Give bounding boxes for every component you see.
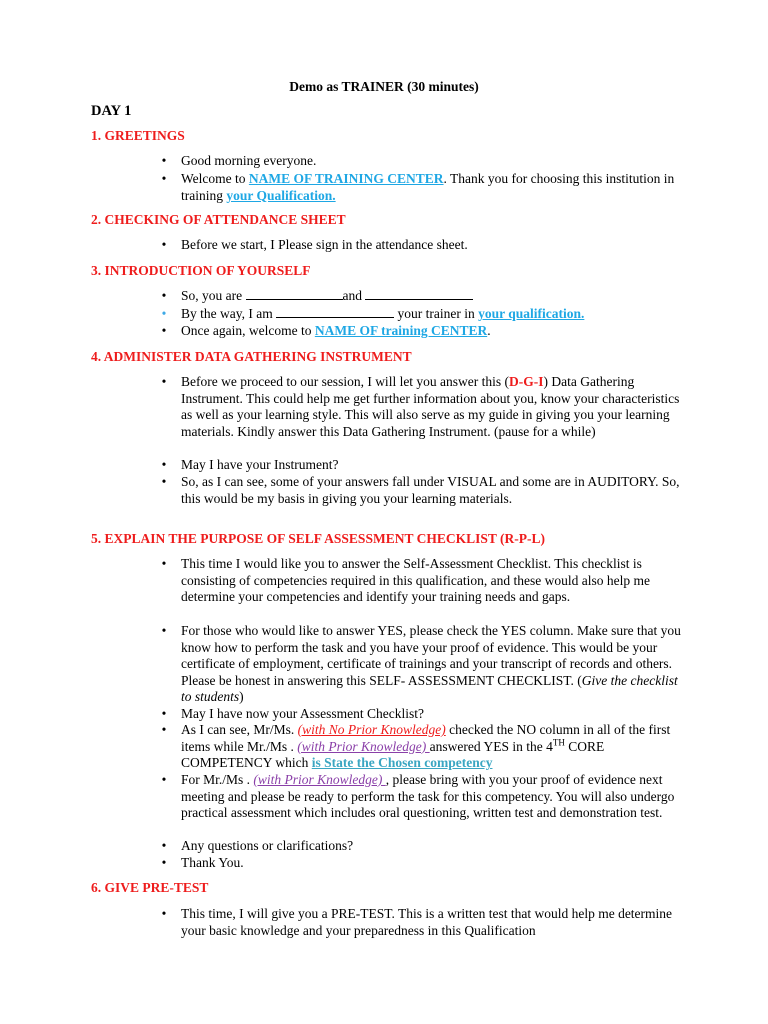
training-center-link[interactable]: NAME OF training CENTER <box>314 323 488 338</box>
bullet-icon: • <box>161 288 167 303</box>
list-item: • So, as I can see, some of your answers fall under VISUAL and some are in AUDITORY. So, this would be my basis in giving you your learning materials. <box>181 474 681 507</box>
list-item: • May I have now your Assessment Checklist? <box>181 706 681 723</box>
blank-line <box>246 288 343 300</box>
prior-knowledge-note: (with Prior Knowledge) <box>253 772 386 787</box>
bullet-icon: • <box>161 623 167 638</box>
list-item: • Before we proceed to our session, I will let you answer this (D-G-I) Data Gathering Instrument. This could help me get further information about you, know your characteristics as well as your learning style. This will also serve as my guide in giving you your learning materials. Kindly answer this Data Gathering Instrument. (pause for a while) <box>181 374 681 440</box>
blank-line <box>365 288 473 300</box>
bullet-icon: • <box>161 237 167 252</box>
dgi-acronym: D-G-I <box>509 374 544 389</box>
chosen-competency-link[interactable]: is State the Chosen competency <box>311 755 493 771</box>
list-item: • Good morning everyone. <box>181 153 681 170</box>
list-item: • Thank You. <box>181 855 681 872</box>
section-heading-introduction: 3. INTRODUCTION OF YOURSELF <box>91 263 311 278</box>
bullet-icon: • <box>161 556 167 571</box>
no-prior-knowledge-note: (with No Prior Knowledge) <box>297 722 446 737</box>
qualification-link[interactable]: your qualification. <box>478 306 585 321</box>
bullet-icon: • <box>161 306 167 321</box>
list-item: • For those who would like to answer YES, please check the YES column. Make sure that you know how to perform the task and you have your proof of evidence. This would be your certificate of employment, certificate of trainings and your transcript of records and others. Please be honest in answering this SELF- ASSESSMENT CHECKLIST. (Give the checklist to students) <box>181 623 681 706</box>
list-item: • This time, I will give you a PRE-TEST. This is a written test that would help me determine your basic knowledge and your preparedness in this Qualification <box>181 906 681 939</box>
bullet-icon: • <box>161 706 167 721</box>
bullet-icon: • <box>161 855 167 870</box>
bullet-icon: • <box>161 374 167 389</box>
list-item: • As I can see, Mr/Ms. (with No Prior Knowledge) checked the NO column in all of the first items while Mr./Ms . (with Prior Knowledge) answered YES in the 4TH CORE COMPETENCY which is State the Chosen competency <box>181 722 681 772</box>
list-item: • For Mr./Ms . (with Prior Knowledge) , please bring with you your proof of evidence next meeting and please be ready to perform the task for this competency. You will also undergo practical assessment which includes oral questioning, written test and demonstration test. <box>181 772 681 822</box>
section-heading-dgi: 4. ADMINISTER DATA GATHERING INSTRUMENT <box>91 349 412 364</box>
training-center-link[interactable]: NAME OF TRAINING CENTER <box>248 171 444 186</box>
list-item: • Once again, welcome to NAME OF training CENTER. <box>181 323 681 340</box>
bullet-icon: • <box>161 474 167 489</box>
prior-knowledge-note: (with Prior Knowledge) <box>297 738 430 754</box>
list-item: • By the way, I am your trainer in your qualification. <box>181 306 681 323</box>
qualification-link[interactable]: your Qualification. <box>226 187 336 203</box>
list-item: • Before we start, I Please sign in the attendance sheet. <box>181 237 681 254</box>
section-heading-pre-test: 6. GIVE PRE-TEST <box>91 880 209 895</box>
list-item: • So, you are and <box>181 288 681 305</box>
bullet-icon: • <box>161 323 167 338</box>
bullet-icon: • <box>161 906 167 921</box>
list-item: • This time I would like you to answer the Self-Assessment Checklist. This checklist is consisting of competencies required in this qualification, and these would also help me determine your competencies and identify your training needs and gaps. <box>181 556 681 606</box>
day-label: DAY 1 <box>91 103 132 119</box>
document-title: Demo as TRAINER (30 minutes) <box>289 79 479 94</box>
bullet-icon: • <box>161 171 167 186</box>
list-item: • May I have your Instrument? <box>181 457 681 474</box>
bullet-icon: • <box>161 772 167 787</box>
list-item: • Welcome to NAME OF TRAINING CENTER. Thank you for choosing this institution in training your Qualification. <box>181 171 681 204</box>
section-heading-attendance: 2. CHECKING OF ATTENDANCE SHEET <box>91 212 346 227</box>
blank-line <box>276 306 394 318</box>
section-heading-self-assessment: 5. EXPLAIN THE PURPOSE OF SELF ASSESSMENT CHECKLIST (R-P-L) <box>91 531 545 546</box>
bullet-icon: • <box>161 722 167 737</box>
section-heading-greetings: 1. GREETINGS <box>91 128 185 143</box>
bullet-icon: • <box>161 838 167 853</box>
list-item: • Any questions or clarifications? <box>181 838 681 855</box>
bullet-icon: • <box>161 457 167 472</box>
bullet-icon: • <box>161 153 167 168</box>
